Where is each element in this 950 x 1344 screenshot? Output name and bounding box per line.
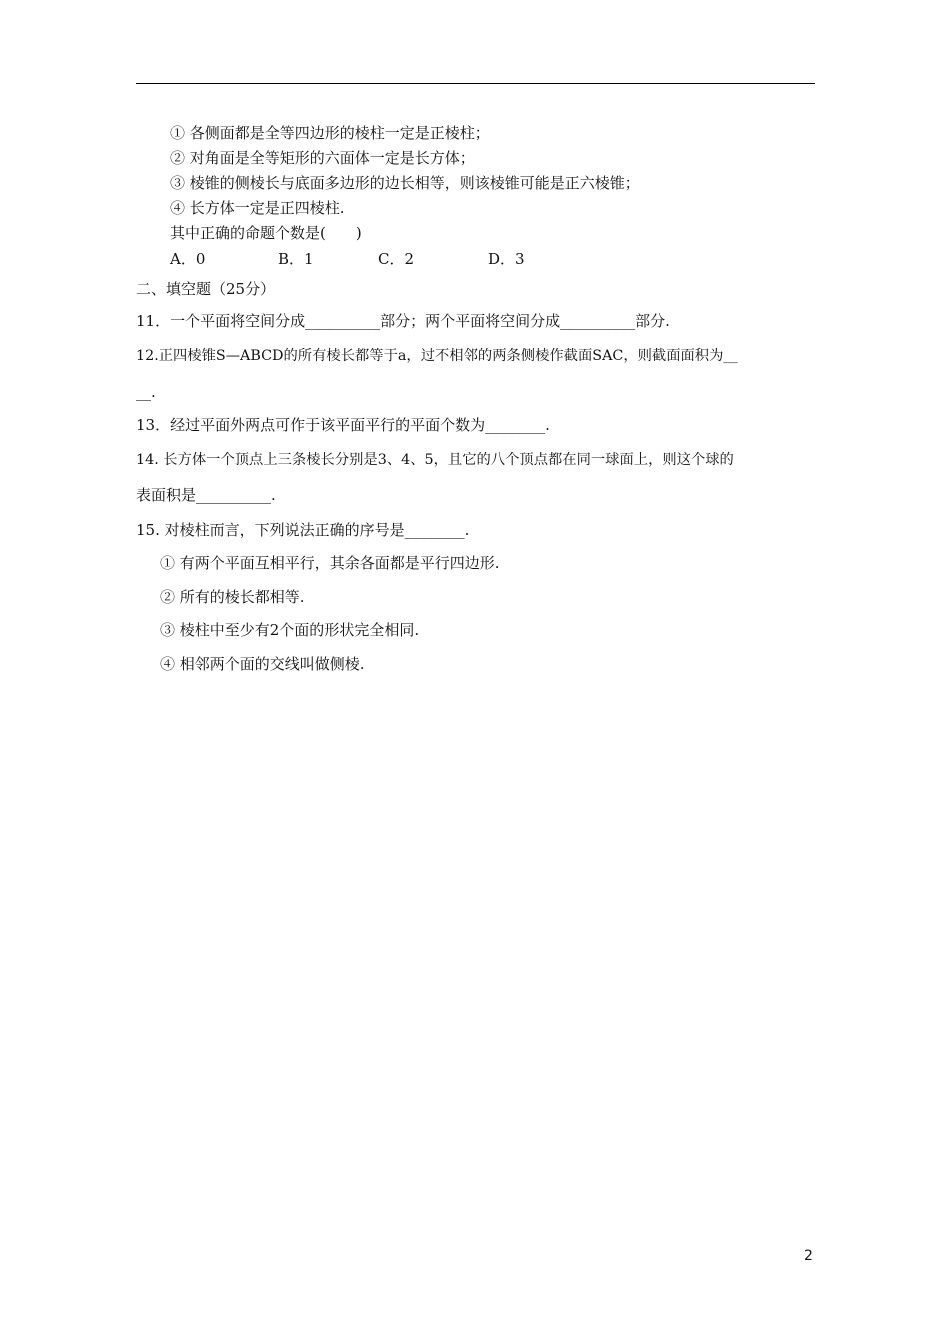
q10-statement-1: ① 各侧面都是全等四边形的棱柱一定是正棱柱； <box>170 124 490 142</box>
section-title-fill-in: 二、填空题（25分） <box>136 280 276 298</box>
q10-statement-4: ④ 长方体一定是正四棱柱. <box>170 199 345 217</box>
q10-option-b: B．1 <box>278 250 314 268</box>
q15-item-1: ① 有两个平面互相平行，其余各面都是平行四边形. <box>160 554 500 572</box>
q10-prompt: 其中正确的命题个数是( ) <box>170 224 362 242</box>
q10-option-d: D．3 <box>488 250 525 268</box>
question-14-line-1: 14. 长方体一个顶点上三条棱长分别是3、4、5，且它的八个顶点都在同一球面上，则这个球的 <box>136 452 734 468</box>
question-15-prompt: 15. 对棱柱而言，下列说法正确的序号是________. <box>136 521 470 539</box>
question-13: 13．经过平面外两点可作于该平面平行的平面个数为________. <box>136 416 550 434</box>
q15-item-4: ④ 相邻两个面的交线叫做侧棱. <box>160 655 365 673</box>
question-12-line-2: __. <box>136 383 156 401</box>
q15-item-3: ③ 棱柱中至少有2个面的形状完全相同. <box>160 621 420 639</box>
question-12-line-1: 12.正四棱锥S—ABCD的所有棱长都等于a，过不相邻的两条侧棱作截面SAC，则截面面积为__ <box>136 348 738 364</box>
q10-option-a: A．0 <box>170 250 206 268</box>
question-14-line-2: 表面积是__________. <box>136 486 276 504</box>
question-11: 11．一个平面将空间分成__________部分；两个平面将空间分成__________部分. <box>136 312 670 330</box>
q10-option-c: C．2 <box>378 250 415 268</box>
q10-statement-3: ③ 棱锥的侧棱长与底面多边形的边长相等，则该棱锥可能是正六棱锥； <box>170 174 640 192</box>
q15-item-2: ② 所有的棱长都相等. <box>160 588 305 606</box>
header-rule <box>136 83 815 84</box>
q10-statement-2: ② 对角面是全等矩形的六面体一定是长方体； <box>170 149 475 167</box>
page-number: 2 <box>804 1248 813 1264</box>
